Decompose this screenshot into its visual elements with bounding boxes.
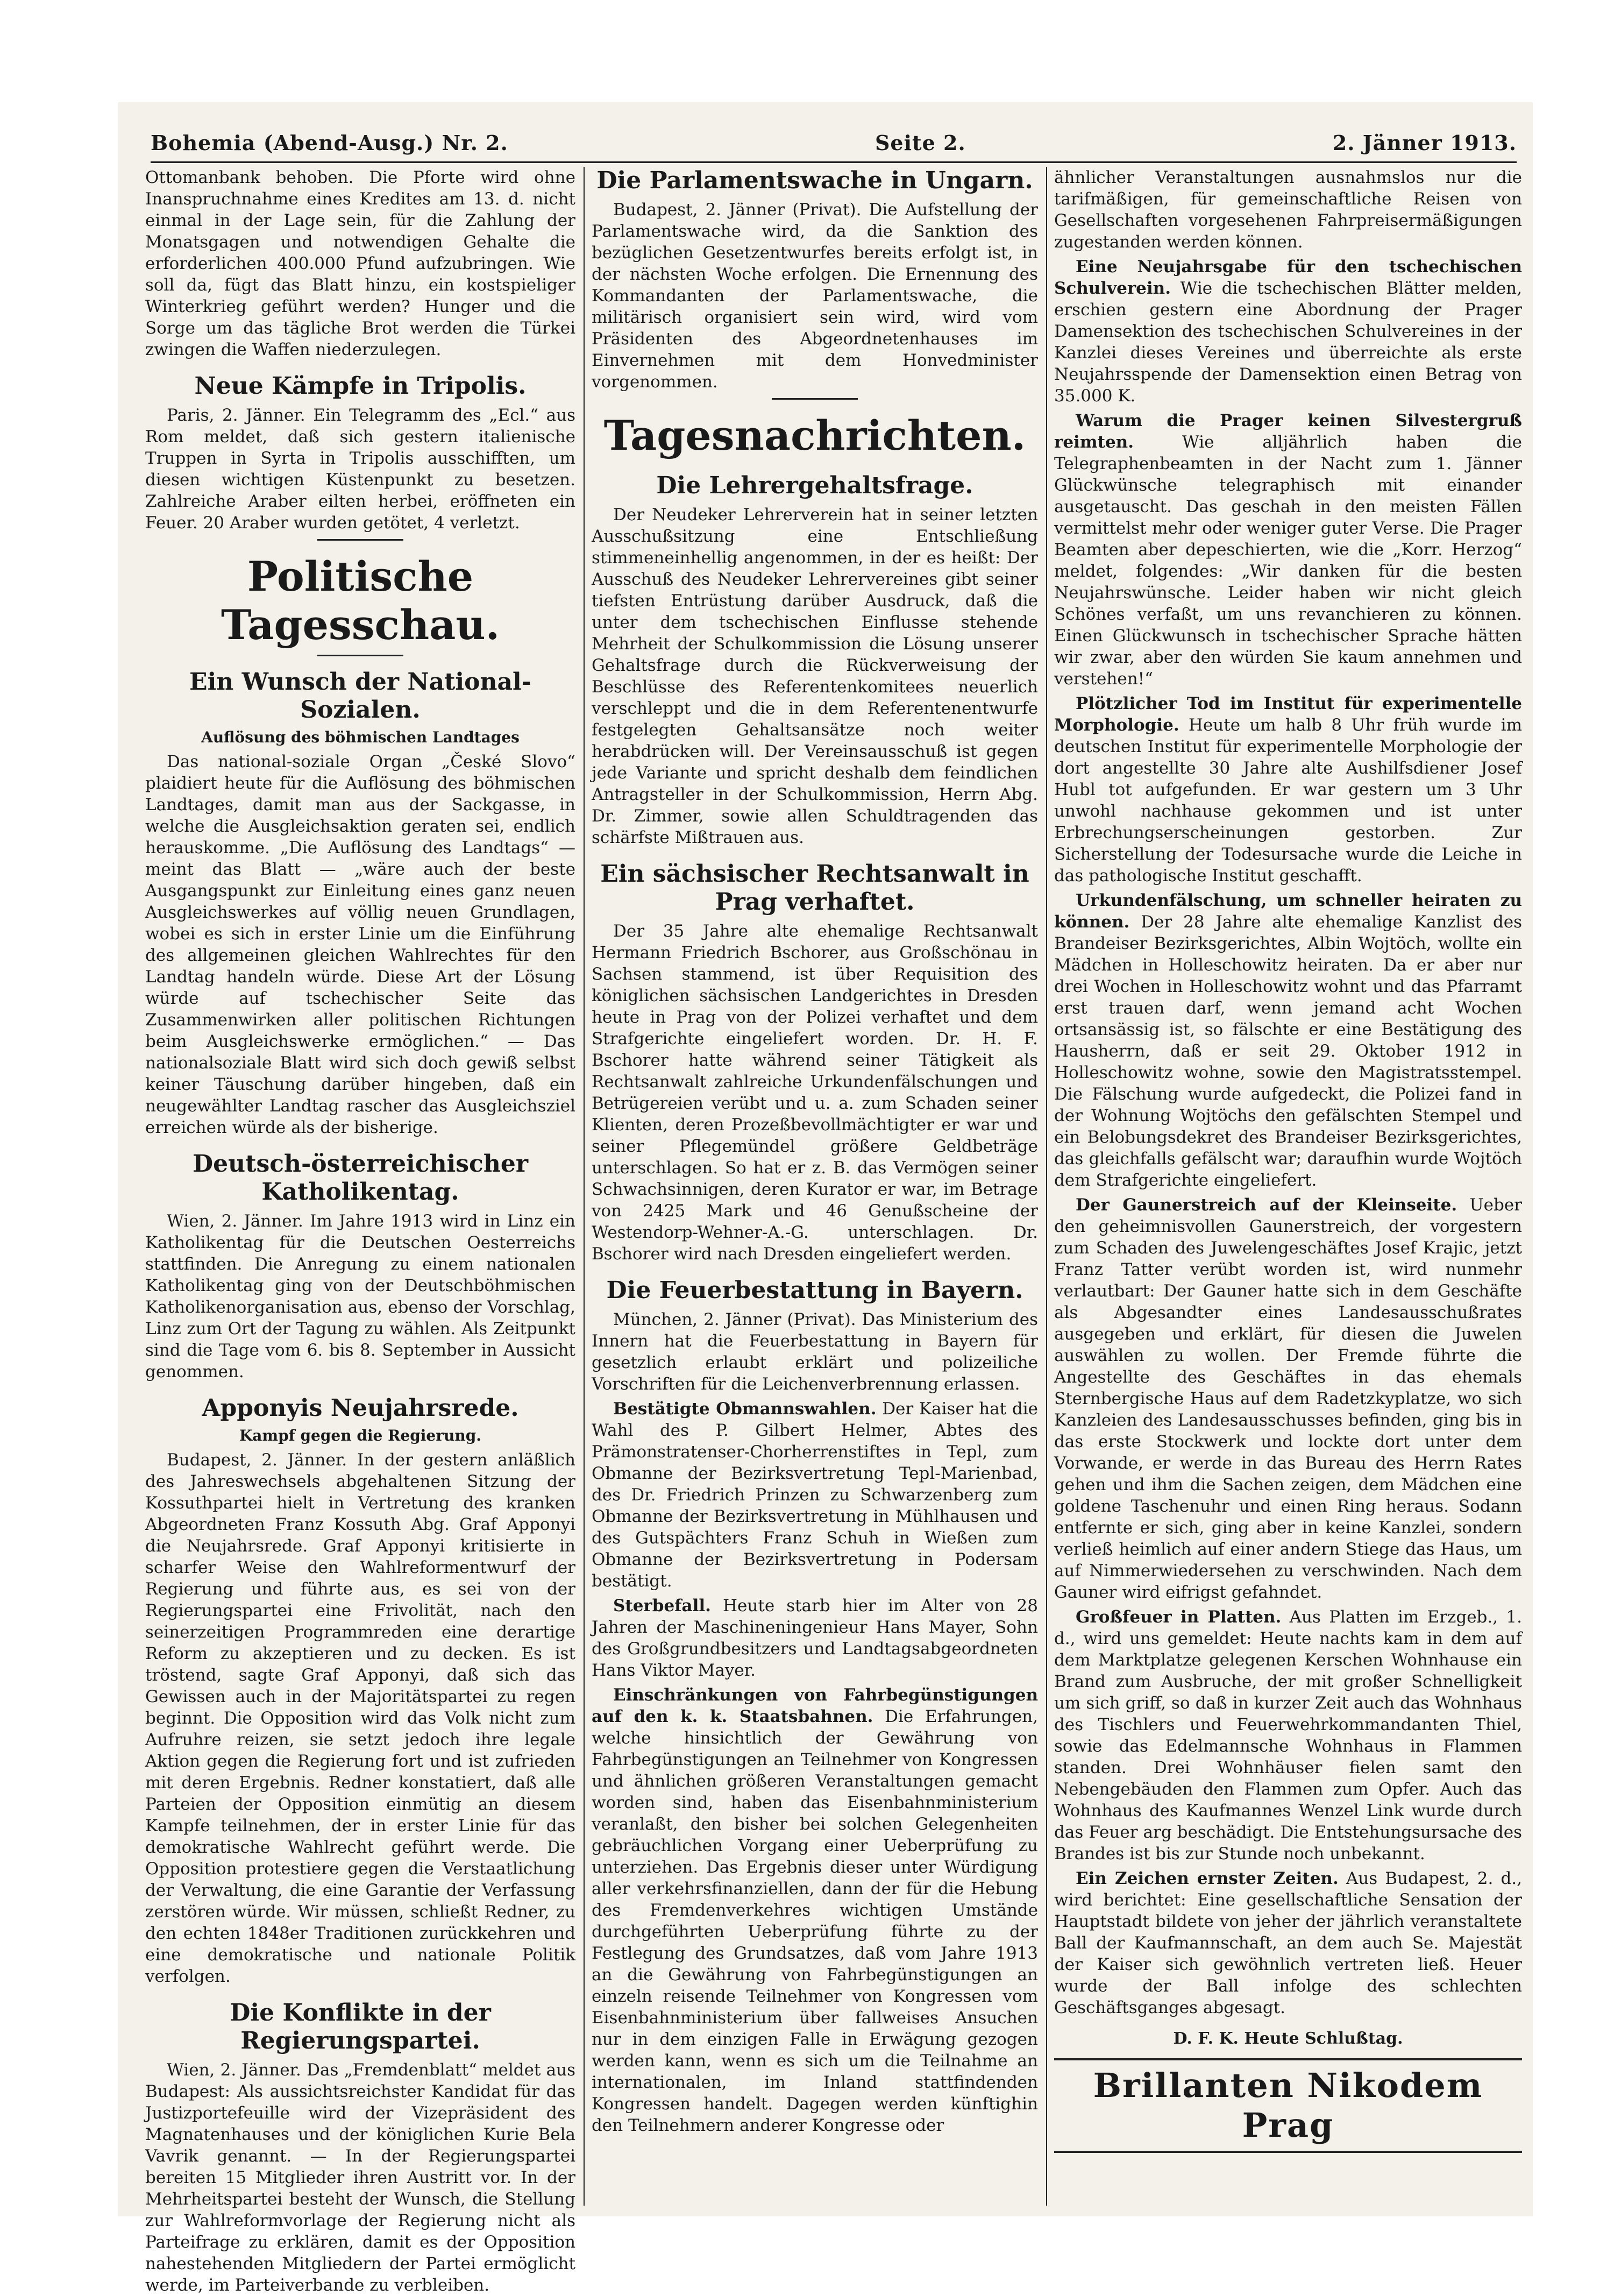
section-title-tagesnachrichten: Tagesnachrichten. <box>603 412 1026 459</box>
section-title-politik: Politische Tagesschau. <box>221 552 500 649</box>
item-fahrbeguenstigungen <box>592 1684 1038 2136</box>
headline-konflikte: Die Konflikte in der Regierungspartei. <box>230 1999 491 2054</box>
item-ploetzlicher-tod <box>1054 693 1522 887</box>
item-gaunerstreich <box>1054 1194 1522 1603</box>
article-konflikte: Wien, 2. Jänner. Das „Fremdenblatt“ meldet aus Budapest: Als aussichtsreichster Kandidat für das Justizportefeuille wird der Vizepräsident des Magnatenhauses und der königlichen Kurie Bela Vavrik genannt. — In der Regierungspartei bereiten 15 Mitglieder ihren Austritt vor. In der Mehrheitspartei besteht der Wunsch, die Stellung zur Wahlreformvorlage der Regierung nicht als Parteifrage zu erklären, damit es der Opposition nahestehenden Mitgliedern der Partei ermöglicht werde, im Parteiverbande zu verbleiben. <box>145 2060 575 2295</box>
item-text: Aus Budapest, 2. d., wird berichtet: Eine gesellschaftliche Sensation der Hauptstadt bildete von jeher der jährlich veranstaltete Ball der Kaufmannschaft, an dem auch Se. Majestät der Kaiser sich gewöhnlich vertreten ließ. Heuer wurde der Ball infolge des schlechten Geschäftsganges abgesagt. <box>1054 1869 1522 2017</box>
item-text: Heute starb hier im Alter von 28 Jahren der Maschineningenieur Hans Mayer, Sohn des Großgrundbesitzers und Landtagsabgeordneten Hans Viktor Mayer. <box>592 1596 1038 1680</box>
column-2 <box>592 167 1038 2211</box>
item-lead: Bestätigte Obmannswahlen. <box>613 1399 877 1419</box>
article-lehrergehalt: Der Neudeker Lehrerverein hat in seiner letzten Ausschußsitzung eine Entschließung stimmeneinhellig angenommen, in der es heißt: Der Ausschuß des Neudeker Lehrervereines gibt seiner tiefsten Entrüstung darüber Ausdruck, daß die unter dem tschechischen Einflusse stehende Mehrheit der Schulkommission die Lösung unserer Gehaltsfrage durch die Rückverweisung der Beschlüsse des Referentenkomitees neuerlich verschleppt und die in dem Referentenentwurfe festgelegten Gehaltsansätze noch weiter herabdrücken will. Der Vereinsausschuß ist gegen jede Variante und spricht deshalb dem feindlichen Antragsteller in der Schulkommission, Herrn Abg. Dr. Zimmer, sowie allen Schuldtragenden das schärfste Mißtrauen aus. <box>592 505 1038 847</box>
headline-katholikentag: Deutsch-österreichischer Katholikentag. <box>192 1150 528 1206</box>
item-zeichen-zeiten <box>1054 1868 1522 2018</box>
article-apponyi: Budapest, 2. Jänner. In der gestern anläßlich des Jahreswechsels abgehaltenen Sitzung der Kossuthpartei hielt in Vertretung des kranken Abgeordneten Franz Kossuth Abg. Graf Apponyi die Neujahrsrede. Graf Apponyi kritisierte in scharfer Weise den Wahlreformentwurf der Regierung und führte aus, es sei von der Regierungspartei eine Frivolität, nach den seinerzeitigen Programmreden eine derartige Reform zu akzeptieren und zu decken. Es ist tröstend, sagte Graf Apponyi, daß sich das Gewissen auch in der Majoritätspartei zu regen beginnt. Die Opposition wird das Volk nicht zum Aufruhre reizen, sie setzt jedoch ihre legale Aktion gegen die Regierung fort und ist zufrieden mit deren Ergebnis. Redner konstatiert, daß alle Parteien der Opposition einmütig an diesem Kampfe teilnehmen, der in erster Linie für das demokratische Wahlrecht geführt werde. Die Opposition protestiere gegen die Verstaatlichung der Verwaltung, die eine Garantie der Verfassung zerstören würde. Wir müssen, schließt Redner, zu den echten 1848er Traditionen zurückkehren und eine demokratische und nationale Politik verfolgen. <box>145 1450 575 1986</box>
subheadline-landtag: Auflösung des böhmischen Landtages <box>201 728 520 746</box>
column-divider-1 <box>584 167 585 2206</box>
headline-apponyi: Apponyis Neujahrsrede. <box>202 1394 519 1422</box>
item-silvestergruss <box>1054 410 1522 690</box>
headline-feuerbestattung: Die Feuerbestattung in Bayern. <box>606 1277 1023 1304</box>
headline-tripolis: Neue Kämpfe in Tripolis. <box>194 372 527 400</box>
divider <box>317 655 403 656</box>
article-rechtsanwalt: Der 35 Jahre alte ehemalige Rechtsanwalt Hermann Friedrich Bschorer, aus Großschönau in Sachsen stammend, ist über Requisition des königlichen sächsischen Landgerichtes in Dresden heute in Prag von der Polizei verhaftet und dem Strafgerichte eingeliefert worden. Dr. H. F. Bschorer hatte während seiner Tätigkeit als Rechtsanwalt zahlreiche Urkundenfälschungen und Betrügereien verübt und u. a. zum Schaden seiner Klienten, deren Prozeßbevollmächtigter er war und seiner Pflegemündel größere Geldbeträge unterschlagen. So hat er z. B. das Vermögen seiner Schwachsinnigen, deren Kurator er war, im Betrage von 2425 Mark und 46 Genußscheine der Westendorp-Wehner-A.-G. unterschlagen. Dr. Bschorer wird nach Dresden eingeliefert werden. <box>592 922 1038 1264</box>
divider <box>772 398 858 400</box>
article-national-soziale: Das national-soziale Organ „České Slovo“ plaidiert heute für die Auflösung des böhmischen Landtages, damit man aus der Sackgasse, in welche die Ausgleichsaktion geraten sei, endlich herauskomme. „Die Auflösung des Landtags“ — meint das Blatt — „wäre auch der beste Ausgangspunkt zur Einleitung eines ganz neuen Ausgleichswerkes auf völlig neuen Grundlagen, wobei es sich in erster Linie um die Einführung des allgemeinen gleichen Wahlrechtes für den Landtag handeln würde. Diese Art der Lösung würde auf tschechischer Seite das Zusammenwirken aller politischen Richtungen beim Ausgleichswerke ermöglichen.“ — Das nationalsoziale Blatt wird sich doch gewiß selbst keiner Täuschung darüber hingeben, daß ein neugewählter Landtag rascher das Ausgleichsziel erreichen würde als der bisherige. <box>145 752 575 1137</box>
running-header <box>151 124 1517 163</box>
headline-rechtsanwalt: Ein sächsischer Rechtsanwalt in Prag verhaftet. <box>600 860 1029 916</box>
item-lead: Großfeuer in Platten. <box>1076 1607 1282 1627</box>
notice-line: D. F. K. Heute Schlußtag. <box>1173 2029 1403 2048</box>
item-text: Die Erfahrungen, welche hinsichtlich der Gewährung von Fahrbegünstigungen an Teilnehmer von Kongressen und ähnlichen größeren Veranstaltungen gemacht worden sind, haben das Eisenbahnministerium veranlaßt, den bisher bei solchen Gelegenheiten gebräuchlichen Vorgang einer Ueberprüfung zu unterziehen. Das Ergebnis dieser unter Würdigung aller verkehrsfinanziellen, dann der für die Hebung des Fremdenverkehres wichtigen Umstände durchgeführten Ueberprüfung führte zu der Festlegung des Grundsatzes, daß vom Jahre 1913 an die Gewährung von Fahrbegünstigungen an einzeln reisende Teilnehmer von Kongressen vom Eisenbahnministerium über fallweises Ansuchen nur in dem einzigen Falle in Erwägung gezogen werden kann, wenn es sich um die Teilnahme an internationalen, im Inland stattfindenden Kongressen handelt. Dagegen werden künftighin den Teilnehmern anderer Kongresse oder <box>592 1707 1038 2135</box>
column-3 <box>1054 167 1522 2211</box>
item-grossfeuer <box>1054 1606 1522 1865</box>
header-page-number: Seite 2. <box>874 130 966 155</box>
header-date: 2. Jänner 1913. <box>1332 130 1517 155</box>
item-text: Wie die tschechischen Blätter melden, erschien gestern eine Abordnung der Prager Damensektion des tschechischen Schulvereines in der Kanzlei dieses Vereines und überreichte als erste Neujahrsspende der Damensektion einen Betrag von 35.000 K. <box>1054 279 1522 406</box>
header-publication: Bohemia (Abend-Ausg.) Nr. 2. <box>151 130 508 155</box>
item-text: Ueber den geheimnisvollen Gaunerstreich, der vorgestern zum Schaden des Juwelengeschäftes Josef Krajic, jetzt Franz Tatter verübt worden ist, wird nunmehr verlautbart: Der Gauner hatte sich in dem Geschäfte als Abgesandter eines Landesausschußrates ausgegeben und erklärt, für diesen die Juwelen auswählen zu wollen. Der Fremde führte die Angestellte des Geschäftes in das ehemals Sternbergische Haus auf dem Radetzkyplatze, wo sich Kanzleien des Landesausschusses befinden, ging bis in das erste Stockwerk und lockte dort unter dem Vorwande, er werde in das Bureau des Herrn Rates gehen und ihm die Sachen zeigen, dem Mädchen eine goldene Taschenuhr und einen Ring heraus. Sodann entfernte er sich, ging aber in keine Kanzlei, sondern verließ heimlich auf einer andern Stiege das Haus, um auf Nimmerwiedersehen zu verschwinden. Nach dem Gauner wird eifrigst gefahndet. <box>1054 1195 1522 1602</box>
column-divider-2 <box>1046 167 1047 2206</box>
advertisement-banner: Brillanten Nikodem Prag <box>1054 2058 1522 2153</box>
item-sterbefall <box>592 1595 1038 1681</box>
article-continuation: Ottomanbank behoben. Die Pforte wird ohne Inanspruchnahme eines Kredites am 13. d. nicht einmal in der Lage sein, für die Zahlung der Monatsgagen und notwendigen Gehalte die erforderlichen 400.000 Pfund aufzubringen. Wie soll da, fügt das Blatt hinzu, ein kostspieliger Winterkrieg geführt werden? Hunger und die Sorge um das tägliche Brot werden die Türkei zwingen die Waffen niederzulegen. <box>145 168 575 359</box>
headline-parlamentswache: Die Parlamentswache in Ungarn. <box>596 167 1033 194</box>
item-lead: Ein Zeichen ernster Zeiten. <box>1076 1869 1339 1888</box>
item-lead: Plötzlicher Tod im Institut für experimentelle Morphologie. <box>1054 694 1522 735</box>
item-lead: Warum die Prager keinen Silvestergruß reimten. <box>1054 411 1522 452</box>
article-parlamentswache: Budapest, 2. Jänner (Privat). Die Aufstellung der Parlamentswache wird, da die Sanktion des bezüglichen Gesetzentwurfes bereits erfolgt ist, in der nächsten Woche erfolgen. Die Ernennung des Kommandanten der Parlamentswache, die militärisch organisiert sein wird, wird vom Präsidenten des Abgeordnetenhauses im Einvernehmen mit dem Honvedminister vorgenommen. <box>592 200 1038 392</box>
headline-national-soziale: Ein Wunsch der National-Sozialen. <box>189 668 531 724</box>
column-1 <box>145 167 575 2295</box>
article-katholikentag: Wien, 2. Jänner. Im Jahre 1913 wird in Linz ein Katholikentag für die Deutschen Oesterreichs stattfinden. Die Anregung zu einem nationalen Katholikentag ging von der Deutschböhmischen Katholikenorganisation aus, ebenso der Vorschlag, Linz zum Ort der Tagung zu wählen. Als Zeitpunkt sind die Tage vom 6. bis 8. September in Aussicht genommen. <box>145 1211 575 1381</box>
headline-lehrergehalt: Die Lehrergehaltsfrage. <box>656 472 973 499</box>
item-text: Der Kaiser hat die Wahl des P. Gilbert Helmer, Abtes des Prämonstratenser-Chorherrenstiftes in Tepl, zum Obmanne der Bezirksvertretung Tepl-Marienbad, des Dr. Friedrich Prinzen zu Schwarzenberg zum Obmanne der Bezirksvertretung in Mühlhausen und des Gutspächters Franz Schuh in Wießen zum Obmanne der Bezirksvertretung in Podersam bestätigt. <box>592 1399 1038 1591</box>
item-text: Heute um halb 8 Uhr früh wurde im deutschen Institut für experimentelle Morphologie der dort angestellte 30 Jahre alte Aushilfsdiener Josef Hubl tot aufgefunden. Er war gestern um 3 Uhr unwohl nachhause gekommen und ist unter Erbrechungserscheinungen gestorben. Zur Sicherstellung der Todesursache wurde die Leiche in das pathologische Institut geschafft. <box>1054 715 1522 885</box>
article-continuation: ähnlicher Veranstaltungen ausnahmslos nur die tarifmäßigen, für gemeinschaftliche Reisen von Gesellschaften vorgesehenen Fahrpreisermäßigungen zugestanden werden können. <box>1054 168 1522 252</box>
item-text: Wie alljährlich haben die Telegraphenbeamten in der Nacht zum 1. Jänner Glückwünsche telegraphisch mit einander ausgetauscht. Das geschah in den meisten Fällen vermittelst mehr oder weniger guter Verse. Die Prager Beamten aber depeschierten, wie die „Korr. Herzog“ meldet, folgendes: „Wir danken für die besten Neujahrswünsche. Leider haben wir nicht gleich Schönes verfaßt, um uns revanchieren zu können. Einen Glückwunsch in tschechischer Sprache hätten wir zwar, aber den würden Sie kaum annehmen und verstehen!“ <box>1054 433 1522 689</box>
item-urkundenfaelschung <box>1054 890 1522 1191</box>
item-lead: Einschränkungen von Fahrbegünstigungen auf den k. k. Staatsbahnen. <box>592 1685 1038 1726</box>
divider <box>317 539 403 541</box>
subheadline-apponyi: Kampf gegen die Regierung. <box>239 1427 482 1444</box>
newspaper-page <box>118 102 1533 2295</box>
item-text: Der 28 Jahre alte ehemalige Kanzlist des Brandeiser Bezirksgerichtes, Albin Wojtöch, wollte ein Mädchen in Holleschowitz heiraten. Da er aber nur drei Wochen in Holleschowitz wohnt und das Pfarramt erst trauen darf, wenn jemand acht Wochen ortsansässig ist, so fälschte er eine Bestätigung des Hausherrn, daß er seit 29. Oktober 1912 in Holleschowitz wohne, sowie den Magistratsstempel. Die Fälschung wurde aufgedeckt, die Polizei fand in der Wohnung Wojtöchs den gefälschten Stempel und ein Belobungsdekret des Brandeiser Bezirksgerichtes, das gleichfalls gefälscht war; daraufhin wurde Wojtöch dem Strafgerichte eingeliefert. <box>1054 912 1522 1190</box>
item-lead: Eine Neujahrsgabe für den tschechischen Schulverein. <box>1054 257 1522 298</box>
item-lead: Sterbefall. <box>613 1596 711 1615</box>
item-text: Aus Platten im Erzgeb., 1. d., wird uns gemeldet: Heute nachts kam in dem auf dem Marktplatze gelegenen Kerschen Wohnhause ein Brand zum Ausbruche, der mit großer Schnelligkeit um sich griff, so daß in kurzer Zeit auch das Wohnhaus des Tischlers und Feuerwehrkommandanten Thiel, sowie das Edelmannsche Wohnhaus in Flammen standen. Drei Wohnhäuser fielen samt den Nebengebäuden den Flammen zum Opfer. Auch das Wohnhaus des Kaufmannes Wenzel Link wurde durch das Feuer arg beschädigt. Die Entstehungsursache des Brandes ist bis zur Stunde noch unbekannt. <box>1054 1607 1522 1863</box>
item-obmannswahlen <box>592 1398 1038 1592</box>
article-tripolis: Paris, 2. Jänner. Ein Telegramm des „Ecl.“ aus Rom meldet, daß sich gestern italienische Truppen in Syrta in Tripolis ausschifften, um diesen wichtigen Küstenpunkt zu besetzen. Zahlreiche Araber eilten herbei, eröffneten ein Feuer. 20 Araber wurden getötet, 4 verletzt. <box>145 406 575 533</box>
item-lead: Der Gaunerstreich auf der Kleinseite. <box>1076 1195 1457 1215</box>
item-lead: Urkundenfälschung, um schneller heiraten zu können. <box>1054 891 1522 932</box>
article-feuerbestattung: München, 2. Jänner (Privat). Das Ministerium des Innern hat die Feuerbestattung in Bayern für gesetzlich erlaubt erklärt und polizeiliche Vorschriften für die Leichenverbrennung erlassen. <box>592 1310 1038 1394</box>
item-neujahrsgabe <box>1054 256 1522 407</box>
